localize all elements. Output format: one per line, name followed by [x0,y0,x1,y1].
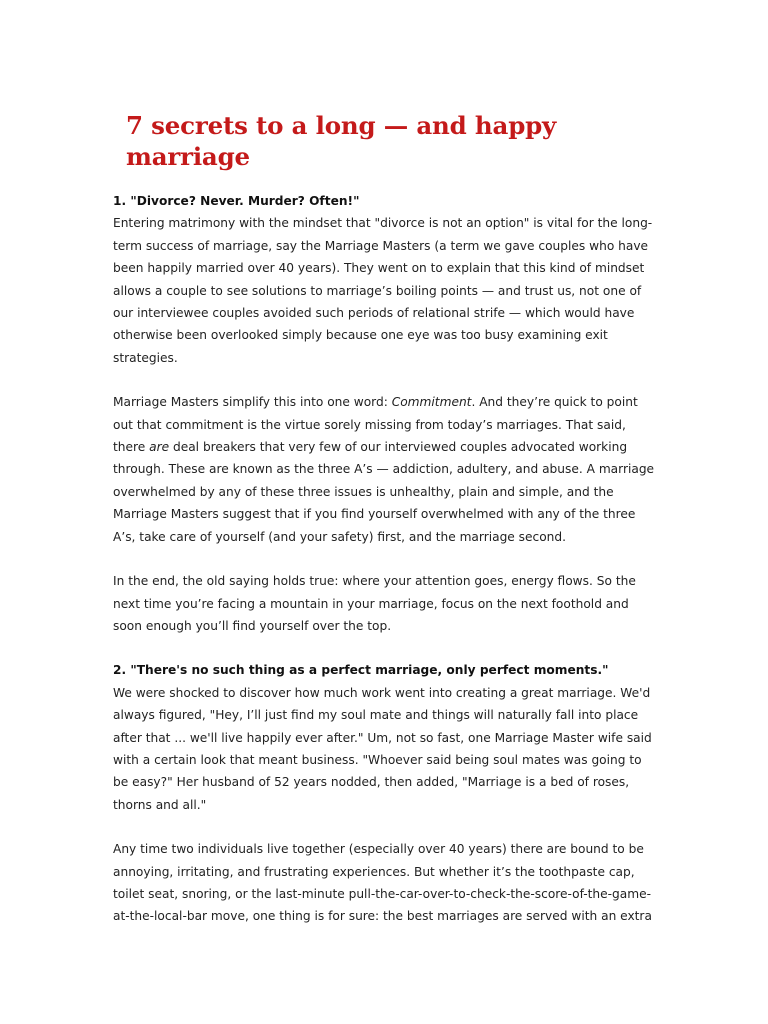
section-heading-1: 1. "Divorce? Never. Murder? Often!" [113,194,360,208]
emphasis-commitment: Commitment [391,395,472,410]
paragraph-text: . And they’re quick to point out that commitment is the virtue sorely missing from today’s marriages. That said, there [113,395,638,455]
article [113,110,658,950]
section-2-paragraph-1: We were shocked to discover how much work went into creating a great marriage. We'd always figured, "Hey, I’ll just find my soul mate and things will naturally fall into place after that ... we'll live happily ever after." Um, not so fast, one Marriage Master wife said with a certain look that meant business. "Whoever said being soul mates was going to be easy?" Her husband of 52 years nodded, then added, "Marriage is a bed of roses, thorns and all." [113,685,652,812]
article-title: 7 secrets to a long — and happy marriage [126,111,557,171]
section-1-paragraph-1: Entering matrimony with the mindset that "divorce is not an option" is vital for the long-term success of marriage, say the Marriage Masters (a term we gave couples who have been happily married over 40 years). They went on to explain that this kind of mindset allows a couple to see solutions to marriage’s boiling points — and trust us, not one of our interviewee couples avoided such periods of relational strife — which would have otherwise been overlooked simply because one eye was too busy examining exit strategies. [113,216,653,365]
section-1-paragraph-3: In the end, the old saying holds true: where your attention goes, energy flows. So the next time you’re facing a mountain in your marriage, focus on the next foothold and soon enough you’ll find yourself over the top. [113,574,636,633]
paragraph-text: deal breakers that very few of our interviewed couples advocated working through. These are known as the three A’s — addiction, adultery, and abuse. A marriage overwhelmed by any of these three issues is unhealthy, plain and simple, and the Marriage Masters suggest that if you find yourself overwhelmed with any of the three A’s, take care of yourself (and your safety) first, and the marriage second. [113,440,655,544]
paragraph-text: Marriage Masters simplify this into one word: [113,395,392,410]
section-heading-2: 2. "There's no such thing as a perfect marriage, only perfect moments." [113,663,609,678]
section-2-paragraph-2: Any time two individuals live together (especially over 40 years) there are bound to be annoying, irritating, and frustrating experiences. But whether it’s the toothpaste cap, toilet seat, snoring, or the last-minute pull-the-car-over-to-check-the-score-of-the-game-at-the-local-bar move, one thing is for sure: the best marriages are served with an extra [113,842,652,924]
emphasis-are: are [149,440,170,455]
section-1-paragraph-2 [113,391,658,548]
